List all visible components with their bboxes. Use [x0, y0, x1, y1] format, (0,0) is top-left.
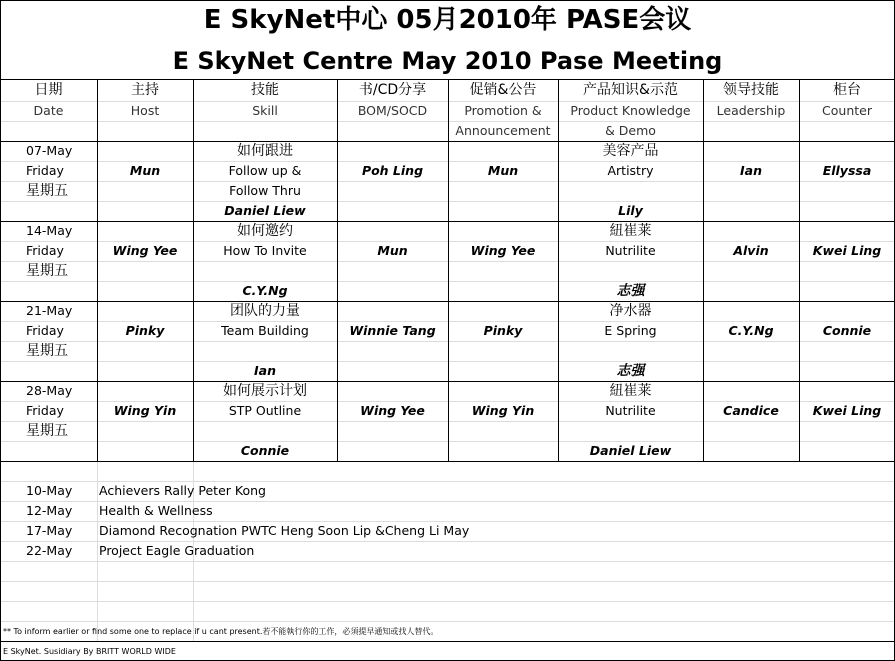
product-presenter: Daniel Liew — [589, 443, 672, 458]
event-text: Project Eagle Graduation — [99, 543, 255, 558]
skill-presenter: C.Y.Ng — [242, 283, 288, 298]
skill-en-2: Follow Thru — [229, 183, 301, 198]
subsidiary-note: E SkyNet. Susidiary By BRITT WORLD WIDE — [3, 647, 176, 656]
leadership-presenter: Alvin — [733, 243, 769, 258]
grid-row-line — [0, 581, 895, 582]
promo-presenter: Wing Yee — [470, 243, 536, 258]
skill-cn: 团队的力量 — [230, 303, 300, 319]
promo-presenter: Mun — [487, 163, 519, 178]
header-host-en: Host — [130, 103, 160, 118]
week-date: 07-May — [26, 143, 73, 158]
footnote: ** To inform earlier or find some one to replace if u cant present.若不能執行你的工作，必須提早通知或找人替代。 — [3, 627, 439, 636]
week-block — [0, 301, 895, 381]
product-en: E Spring — [604, 323, 657, 338]
title-chinese: E SkyNet中心 05月2010年 PASE会议 — [203, 5, 692, 35]
counter-staff: Kwei Ling — [812, 243, 882, 258]
product-en: Nutrilite — [605, 243, 656, 258]
title-english: E SkyNet Centre May 2010 Pase Meeting — [172, 47, 723, 75]
skill-en: How To Invite — [223, 243, 307, 258]
skill-en: Team Building — [221, 323, 309, 338]
counter-staff: Ellyssa — [822, 163, 872, 178]
product-presenter: 志强 — [616, 283, 645, 299]
skill-en: STP Outline — [228, 403, 302, 418]
grid-row-line — [0, 621, 895, 622]
row-divider — [0, 461, 895, 462]
week-day-cn: 星期五 — [26, 343, 68, 359]
promo-presenter: Pinky — [483, 323, 523, 338]
host-name: Pinky — [125, 323, 165, 338]
product-cn: 净水器 — [609, 303, 652, 319]
week-date: 21-May — [26, 303, 73, 318]
skill-cn: 如何跟进 — [237, 143, 293, 159]
product-presenter: 志强 — [616, 363, 645, 379]
week-date: 28-May — [26, 383, 73, 398]
header-skill-cn: 技能 — [251, 82, 279, 98]
week-day-cn: 星期五 — [26, 263, 68, 279]
header-leadership-cn: 领导技能 — [723, 82, 779, 98]
host-name: Wing Yee — [112, 243, 178, 258]
event-date: 22-May — [26, 543, 73, 558]
header-host-cn: 主持 — [131, 82, 159, 98]
header-product-en2: & Demo — [605, 123, 656, 138]
leadership-presenter: Candice — [723, 403, 779, 418]
header-promo-cn: 促销&公告 — [469, 82, 537, 98]
product-cn: 美容产品 — [602, 143, 659, 159]
event-text: Achievers Rally Peter Kong — [99, 483, 266, 498]
leadership-presenter: C.Y.Ng — [728, 323, 774, 338]
product-en: Artistry — [607, 163, 654, 178]
week-day: Friday — [26, 163, 64, 178]
bom-presenter: Mun — [377, 243, 408, 258]
counter-staff: Connie — [822, 323, 872, 338]
host-name: Wing Yin — [113, 403, 177, 418]
week-block — [0, 381, 895, 461]
header-promo-en: Promotion & — [464, 103, 542, 118]
bom-presenter: Winnie Tang — [349, 323, 436, 338]
event-text: Health & Wellness — [99, 503, 213, 518]
counter-staff: Kwei Ling — [812, 403, 882, 418]
bom-presenter: Poh Ling — [361, 163, 424, 178]
skill-cn: 如何邀约 — [237, 223, 293, 239]
header-product-cn: 产品知识&示范 — [583, 82, 678, 98]
week-block — [0, 141, 895, 221]
header-counter-en: Counter — [822, 103, 872, 118]
leadership-presenter: Ian — [740, 163, 762, 178]
week-day: Friday — [26, 243, 64, 258]
header-product-en: Product Knowledge — [570, 103, 691, 118]
skill-presenter: Ian — [254, 363, 276, 378]
product-cn: 紐崔莱 — [609, 223, 652, 239]
header-bom-cn: 书/CD分享 — [358, 82, 427, 98]
event-date: 10-May — [26, 483, 73, 498]
event-text: Diamond Recognation PWTC Heng Soon Lip &Cheng Li May — [99, 523, 470, 538]
footer-divider — [0, 641, 895, 642]
skill-presenter: Daniel Liew — [224, 203, 306, 218]
event-date: 12-May — [26, 503, 73, 518]
header-date-en: Date — [33, 103, 64, 118]
week-day-cn: 星期五 — [26, 183, 68, 199]
bom-presenter: Wing Yee — [360, 403, 425, 418]
skill-presenter: Connie — [240, 443, 290, 458]
header-bom-en: BOM/SOCD — [357, 103, 428, 118]
product-en: Nutrilite — [605, 403, 656, 418]
week-date: 14-May — [26, 223, 73, 238]
header-leadership-en: Leadership — [716, 103, 786, 118]
grid-row-line — [0, 561, 895, 562]
top-border — [0, 0, 895, 1]
header-promo-en2: Announcement — [455, 123, 551, 138]
header-skill-en: Skill — [252, 103, 278, 118]
header-date-cn: 日期 — [34, 82, 63, 98]
host-name: Mun — [129, 163, 161, 178]
grid-row-line — [0, 601, 895, 602]
week-day-cn: 星期五 — [26, 423, 68, 439]
event-date: 17-May — [26, 523, 73, 538]
promo-presenter: Wing Yin — [471, 403, 535, 418]
skill-en: Follow up & — [228, 163, 302, 178]
product-cn: 紐崔莱 — [609, 383, 652, 399]
week-block — [0, 221, 895, 301]
skill-cn: 如何展示计划 — [223, 383, 307, 399]
week-day: Friday — [26, 403, 64, 418]
week-day: Friday — [26, 323, 64, 338]
header-counter-cn: 柜台 — [833, 82, 861, 98]
product-presenter: Lily — [618, 203, 643, 218]
